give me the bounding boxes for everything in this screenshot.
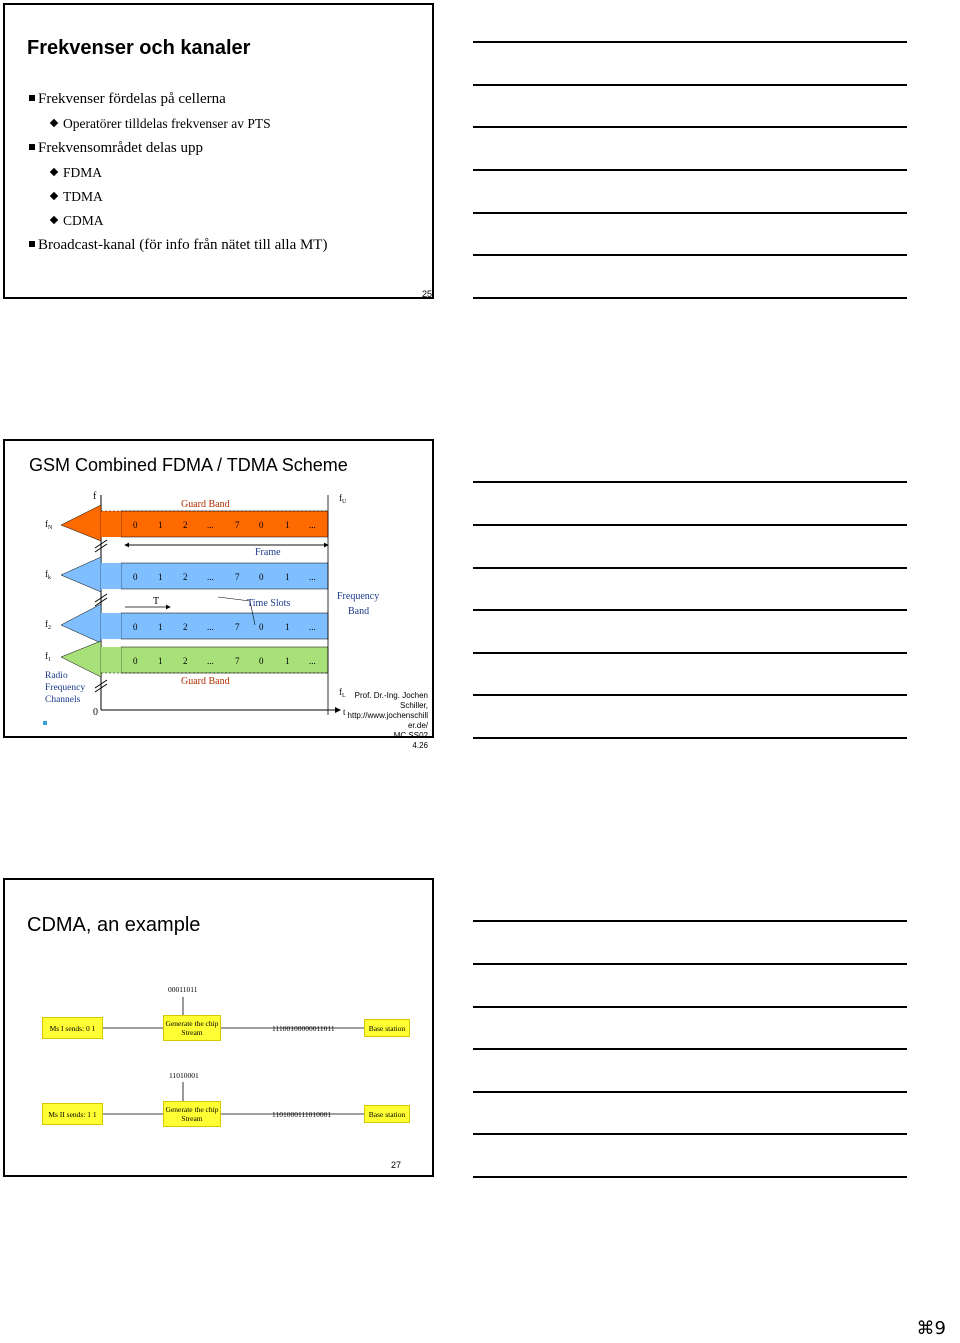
stream-label-1: 11100100000011011 <box>272 1024 335 1033</box>
bullet-6: CDMA <box>51 213 104 229</box>
slide-title: GSM Combined FDMA / TDMA Scheme <box>29 455 348 475</box>
f1-label: $f_1$ <box>45 651 51 663</box>
slot-label: 1 <box>285 622 290 632</box>
code-label-1: 00011011 <box>168 985 198 994</box>
bullet-2: Operatörer tilldelas frekvenser av PTS <box>51 116 271 132</box>
bullet-4: FDMA <box>51 165 102 181</box>
slide-number: 27 <box>391 1160 402 1170</box>
slot-label: 0 <box>133 656 138 666</box>
notes-lines-1 <box>473 40 907 300</box>
diamond-bullet-icon <box>50 216 58 224</box>
notes-lines-2 <box>473 481 907 741</box>
page-mark: ⌘9 <box>916 1318 946 1339</box>
guard-band-bottom: Guard Band <box>181 676 230 687</box>
slot-label: 7 <box>235 572 240 582</box>
slot-label: 1 <box>285 656 290 666</box>
slot-label: 0 <box>133 520 138 530</box>
bullet-1: Frekvenser fördelas på cellerna <box>29 91 226 108</box>
bullet-3: Frekvensområdet delas upp <box>29 140 203 157</box>
slot-label: 1 <box>158 572 163 582</box>
square-bullet-icon <box>29 144 35 150</box>
slot-label: 2 <box>183 520 188 530</box>
generate-chip-stream-box-2: Generate the chip Stream <box>163 1101 221 1127</box>
notes-lines-3 <box>473 920 907 1180</box>
slot-label: 1 <box>158 520 163 530</box>
code-label-2: 11010001 <box>169 1071 199 1080</box>
time-slots-label: Time Slots <box>247 598 291 609</box>
generate-chip-stream-box-1: Generate the chip Stream <box>163 1015 221 1041</box>
slot-label: ... <box>309 520 316 530</box>
slot-label: 0 <box>259 656 264 666</box>
t-label: T <box>153 596 160 607</box>
diamond-bullet-icon <box>50 192 58 200</box>
slot-label: 1 <box>285 572 290 582</box>
frame-label: Frame <box>255 547 281 558</box>
row-k-funnel <box>61 557 101 592</box>
square-bullet-icon <box>29 95 35 101</box>
slot-label: 7 <box>235 656 240 666</box>
slide-number: 25 <box>422 289 433 299</box>
row-2-band <box>121 613 328 639</box>
zero-label: 0 <box>93 707 98 718</box>
slot-label: ... <box>207 520 214 530</box>
slot-label: 7 <box>235 622 240 632</box>
diamond-bullet-icon <box>50 168 58 176</box>
ms1-box: Ms I sends: 0 1 <box>42 1017 103 1039</box>
slot-label: 0 <box>259 572 264 582</box>
slot-label: ... <box>309 656 316 666</box>
slot-label: 1 <box>285 520 290 530</box>
diamond-bullet-icon <box>50 119 58 127</box>
top-band-funnel <box>61 505 101 541</box>
square-bullet-icon <box>29 241 35 247</box>
base-station-box-1: Base station <box>364 1019 410 1037</box>
row-1-band <box>121 647 328 673</box>
slot-label: 0 <box>133 572 138 582</box>
slide-frekvenser <box>3 3 434 299</box>
frequency-band-label: Frequency <box>337 591 380 602</box>
slot-label: ... <box>207 656 214 666</box>
slide-title: Frekvenser och kanaler <box>27 37 251 59</box>
bullet-5: TDMA <box>51 189 103 205</box>
slot-label: 2 <box>183 656 188 666</box>
guard-band-top: Guard Band <box>181 499 230 510</box>
bullet-square-icon <box>43 721 47 725</box>
slide-title: CDMA, an example <box>27 914 201 936</box>
slot-label: ... <box>309 622 316 632</box>
fk-label: $f_k$ <box>45 569 51 581</box>
slot-label: 0 <box>259 622 264 632</box>
f-axis-label: f <box>93 491 97 502</box>
bullet-7: Broadcast-kanal (för info från nätet till alla MT) <box>29 237 327 254</box>
top-band <box>121 511 328 537</box>
slide-gsm-scheme <box>3 439 434 750</box>
row-k-band <box>121 563 328 589</box>
f2-label: $f_2$ <box>45 619 51 631</box>
slot-label: 0 <box>259 520 264 530</box>
slot-label: 2 <box>183 622 188 632</box>
slot-label: ... <box>207 622 214 632</box>
fl-label: $f_L$ <box>339 687 346 699</box>
slot-label: 1 <box>158 622 163 632</box>
stream-label-2: 1101000111010001 <box>272 1110 332 1119</box>
slot-label: ... <box>207 572 214 582</box>
credit-text: Prof. Dr.-Ing. Jochen Schiller, http://www.jochenschill er.de/ MC SS02 4.26 <box>347 691 428 750</box>
fu-label: $f_U$ <box>339 493 347 505</box>
fn-label: $f_N$ <box>45 519 53 531</box>
radio-channels-label-2: Frequency <box>45 683 86 693</box>
slot-label: ... <box>309 572 316 582</box>
slot-label: 7 <box>235 520 240 530</box>
row-2-funnel <box>61 604 101 643</box>
slot-label: 1 <box>158 656 163 666</box>
ms2-box: Ms II sends: 1 1 <box>42 1103 103 1125</box>
frequency-band-label-2: Band <box>348 606 370 617</box>
slot-label: 0 <box>133 622 138 632</box>
radio-channels-label-3: Channels <box>45 695 81 705</box>
radio-channels-label: Radio <box>45 671 68 681</box>
slot-label: 2 <box>183 572 188 582</box>
slide-cdma-example <box>3 878 434 1177</box>
t-axis-label: t <box>343 707 346 717</box>
base-station-box-2: Base station <box>364 1105 410 1123</box>
